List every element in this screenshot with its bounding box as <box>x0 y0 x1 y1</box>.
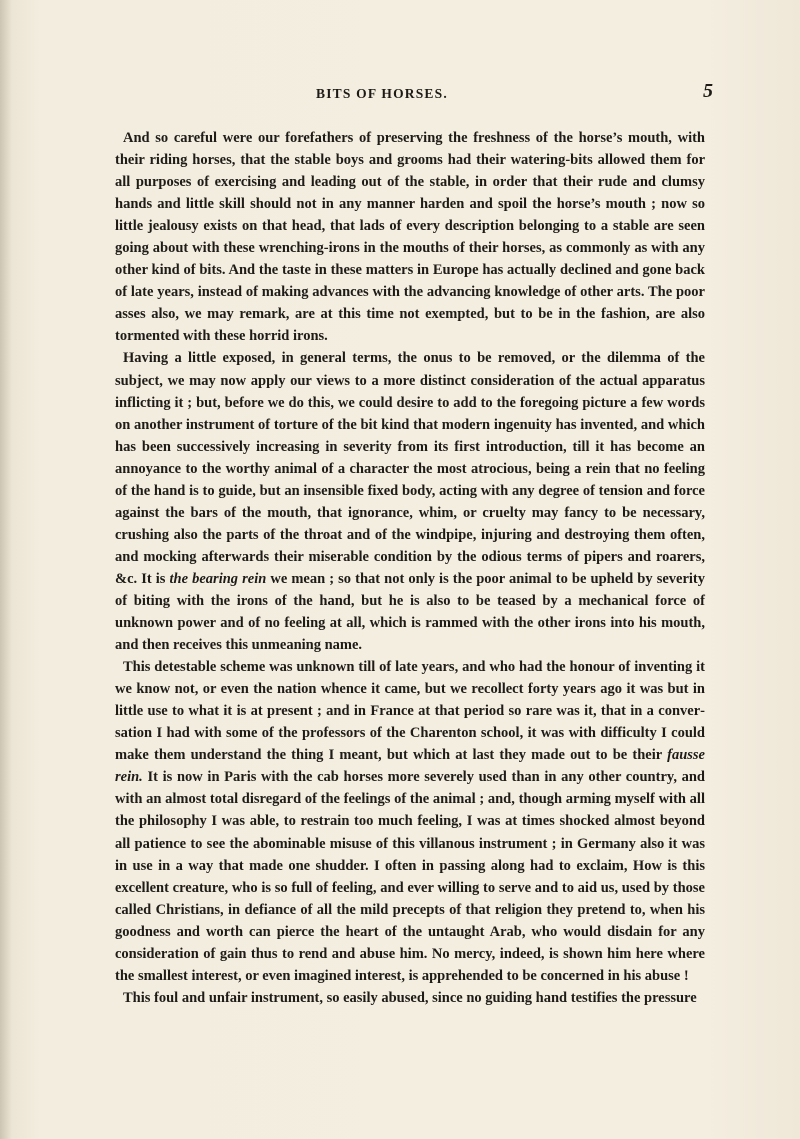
text-run: we mean ; so that not only is the poor animal to be upheld by severity of biting with the irons of the hand, but he is also to be teased by a mechanical force of unknown power and of no feeling at all, which is rammed with the other irons into his mouth, and then receives this unmeaning name. <box>115 570 705 654</box>
text-run: This detestable scheme was unknown till of late years, and who had the honour of inventing it we know not, or even the nation whence it came, but we recollect forty years ago it was but in little use to what it is at present ; and in France at that period so rare was it, that in a conversation I had with some of the professors of the Charenton school, it was with difficulty I could make them understand the thing I meant, but which at last they made out to be their <box>115 659 705 764</box>
text-run: It is now in Paris with the cab horses more severely used than in any other country, and with an almost total disregard of the feelings of the animal ; and, though arming myself with all the philosophy I was able, to restrain too much feeling, I was at times shocked almost beyond all patience to see the abominable misuse of this villanous instrument ; in Germany also it was in use in a way that made one shudder. I often in passing along had to exclaim, How is this excellent creature, who is so full of feeling, and ever willing to serve and to aid us, used by those called Christians, in defiance of all the mild precepts of that religion they pretend to, when his goodness and worth can pierce the heart of the untaught Arab, who would disdain for any consideration of gain thus to rend and abuse him. No mercy, indeed, is shown him here where the smallest interest, or even imagined interest, is apprehended to be concerned in his abuse ! <box>115 769 705 984</box>
paragraph <box>115 656 705 987</box>
paragraph <box>115 127 705 347</box>
running-title: BITS OF HORSES. <box>316 86 448 101</box>
running-head <box>0 80 800 108</box>
text-run: Having a little exposed, in general terms, the onus to be removed, or the dilemma of the subject, we may now apply our views to a more distinct consideration of the actual apparatus inflicting it ; but, before we do this, we could desire to add to the foregoing picture a few words on another instrument of torture of the bit kind that modern ingenuity has invented, and which has been successively increasing in severity from its first introduction, till it has become an annoyance to the worthy animal of a character the most atrocious, being a rein that no feeling of the hand is to guide, but an insensible fixed body, acting with any degree of tension and force against the bars of the mouth, that ignorance, whim, or cruelty may fancy to be necessary, crushing also the parts of the throat and of the windpipe, injuring and destroying them often, and mocking afterwards their miserable condition by the odious terms of pipers and roarers, &c. It is <box>115 350 705 587</box>
italic-phrase: fausse rein. <box>115 747 705 786</box>
paragraph <box>115 347 705 656</box>
italic-phrase: the bearing rein <box>169 570 267 587</box>
paragraph <box>115 987 705 1009</box>
text-run: This foul and unfair instrument, so easily abused, since no guiding hand testifies the pressure <box>123 989 697 1006</box>
body-text <box>115 127 705 1009</box>
binding-gutter-shadow <box>0 0 12 1139</box>
page-number: 5 <box>703 80 713 102</box>
text-run: And so careful were our forefathers of preserving the freshness of the horse’s mouth, with their riding horses, that the stable boys and grooms had their watering-bits allowed them for all purposes of exercising and leading out of the stable, in order that their rude and clumsy hands and little skill should not in any manner harden and spoil the horse’s mouth ; now so little jealousy exists on that head, that lads of every description belonging to a stable are seen going about with these wrenching-irons in the mouths of their horses, as commonly as with any other kind of bits. And the taste in these matters in Europe has actually declined and gone back of late years, instead of making advances with the advancing knowledge of other arts. The poor asses also, we may remark, are at this time not exempted, but to be in the fashion, are also tormented with these horrid irons. <box>115 130 705 345</box>
